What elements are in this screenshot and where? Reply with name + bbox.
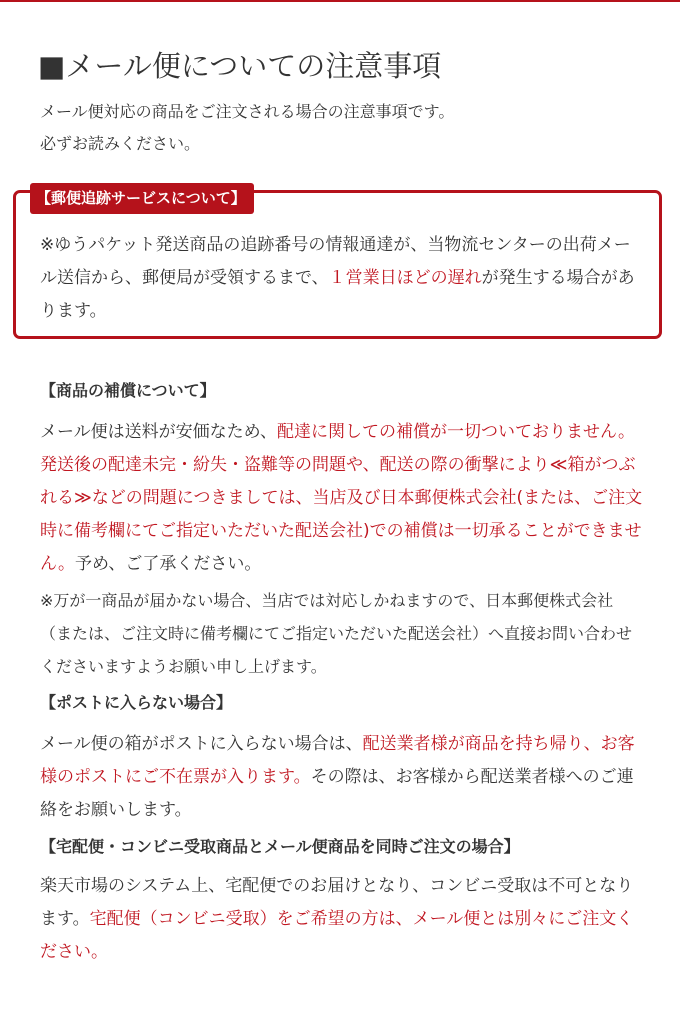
combined-text-start: 楽天市場のシステム上、宅配便でのお届けとなり、コンビニ受取は不可となります。: [40, 876, 634, 929]
tracking-delay-highlight: １営業日ほどの遅れ: [328, 268, 482, 288]
tracking-text-start: ※ゆうパケット発送商品の追跡番号の情報通達が、当物流センターの出荷メール送信から、郵便局が受領するまで、: [40, 235, 631, 288]
page-title: ■メール便についての注意事項: [38, 49, 442, 83]
compensation-highlight: 配達に関しての補償が一切ついておりません。発送後の配達未完・紛失・盗難等の問題や、配送の際の衝撃により≪箱がつぶれる≫などの問題につきましては、当店及び日本郵便株式会社(または、ご注文時に備考欄にてご指定いただいた配送会社)での補償は一切承ることができません。: [40, 422, 643, 574]
post-highlight: 配送業者様が商品を持ち帰り、お客様のポストにご不在票が入ります。: [40, 734, 635, 787]
tracking-text-end: が発生する場合があります。: [40, 268, 635, 321]
compensation-text-end: 予め、ご了承ください。: [75, 554, 262, 574]
intro-line: 必ずお読みください。: [40, 134, 201, 153]
undelivered-note: ※万が一商品が届かない場合、当店では対応しかねますので、日本郵便株式会社（または、ご注文時に備考欄にてご指定いただいた配送会社）へ直接お問い合わせくださいますようお願い申し上げます。: [40, 591, 633, 676]
intro-text: [40, 96, 650, 160]
post-paragraph: [40, 728, 645, 827]
post-text-start: メール便の箱がポストに入らない場合は、: [40, 734, 363, 754]
compensation-text-start: メール便は送料が安価なため、: [40, 422, 277, 442]
compensation-paragraph: [40, 416, 645, 581]
compensation-heading: 【商品の補償について】: [40, 381, 216, 400]
tracking-notice-text: [40, 229, 645, 328]
post-heading: 【ポストに入らない場合】: [40, 693, 233, 712]
combined-order-heading: 【宅配便・コンビニ受取商品とメール便商品を同時ご注文の場合】: [40, 837, 520, 856]
post-text-end: その際は、お客様から配送業者様へのご連絡をお願いします。: [40, 767, 634, 820]
tracking-notice-label: 【郵便追跡サービスについて】: [30, 183, 254, 214]
combined-order-paragraph: [40, 870, 645, 969]
combined-highlight: 宅配便（コンビニ受取）をご希望の方は、メール便とは別々にご注文ください。: [40, 909, 634, 962]
intro-line: メール便対応の商品をご注文される場合の注意事項です。: [40, 102, 455, 121]
